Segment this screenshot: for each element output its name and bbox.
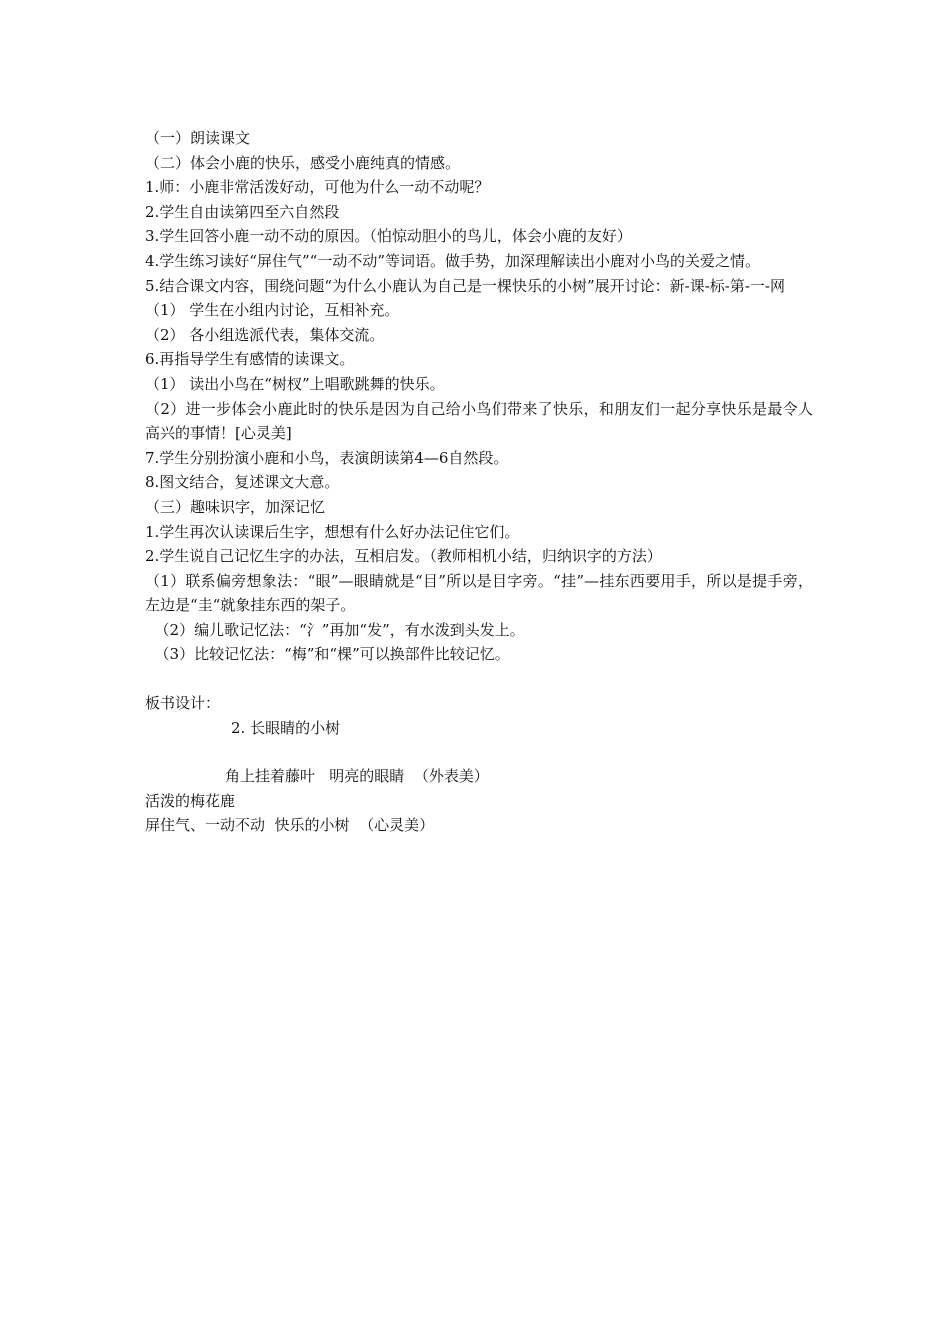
spacer xyxy=(145,740,813,764)
board-row-3: 屏住气、一动不动 快乐的小树 （心灵美） xyxy=(145,816,435,835)
section-heading-1: （一）朗读课文 xyxy=(145,129,251,147)
lesson-step-6: 6.再指导学生有感情的读课文。 xyxy=(145,350,355,369)
section-heading-2: （二）体会小鹿的快乐，感受小鹿纯真的情感。 xyxy=(145,153,461,172)
lesson-substep-5-1: （1） 学生在小组内讨论，互相补充。 xyxy=(145,301,400,320)
literacy-step-2: 2.学生说自己记忆生字的办法，互相启发。（教师相机小结，归纳识字的方法） xyxy=(145,547,662,566)
document-body xyxy=(145,126,813,838)
lesson-step-5: 5.结合课文内容，围绕问题“为什么小鹿认为自己是一棵快乐的小树”展开讨论：新-课-标-第-一-网 xyxy=(145,276,785,295)
lesson-step-8: 8.图文结合，复述课文大意。 xyxy=(145,473,340,492)
lesson-substep-6-2: （2）进一步体会小鹿此时的快乐是因为自己给小鸟们带来了快乐，和朋友们一起分享快乐是最令人高兴的事情！[心灵美] xyxy=(145,399,813,443)
board-title: 2. 长眼睛的小树 xyxy=(231,718,341,737)
literacy-method-2: （2）编儿歌记忆法：“氵”再加“发”，有水泼到头发上。 xyxy=(145,620,525,639)
lesson-step-2: 2.学生自由读第四至六自然段 xyxy=(145,202,340,221)
spacer xyxy=(145,667,813,691)
literacy-step-1: 1.学生再次认读课后生字，想想有什么好办法记住它们。 xyxy=(145,522,520,541)
literacy-method-1: （1）联系偏旁想象法：“眼”—眼睛就是“目”所以是目字旁。“挂”—挂东西要用手，所以是提手旁，左边是“圭“就象挂东西的架子。 xyxy=(145,571,813,615)
literacy-method-3: （3）比较记忆法：“梅”和“棵”可以换部件比较记忆。 xyxy=(145,645,510,664)
board-row-1: 角上挂着藤叶 明亮的眼睛 （外表美） xyxy=(225,767,489,786)
lesson-step-3: 3.学生回答小鹿一动不动的原因。（怕惊动胆小的鸟儿，体会小鹿的友好） xyxy=(145,227,632,246)
lesson-step-4: 4.学生练习读好“屏住气”“一动不动”等词语。做手势，加深理解读出小鹿对小鸟的关爱之情。 xyxy=(145,251,760,270)
lesson-substep-5-2: （2） 各小组选派代表，集体交流。 xyxy=(145,325,385,344)
board-heading: 板书设计： xyxy=(145,694,221,713)
section-heading-3: （三）趣味识字，加深记忆 xyxy=(145,497,326,516)
lesson-step-7: 7.学生分别扮演小鹿和小鸟，表演朗读第4—6自然段。 xyxy=(145,448,509,467)
lesson-substep-6-1: （1） 读出小鸟在“树杈”上唱歌跳舞的快乐。 xyxy=(145,374,445,393)
board-row-2: 活泼的梅花鹿 xyxy=(145,791,236,810)
lesson-step-1: 1.师：小鹿非常活泼好动，可他为什么一动不动呢？ xyxy=(145,178,490,197)
